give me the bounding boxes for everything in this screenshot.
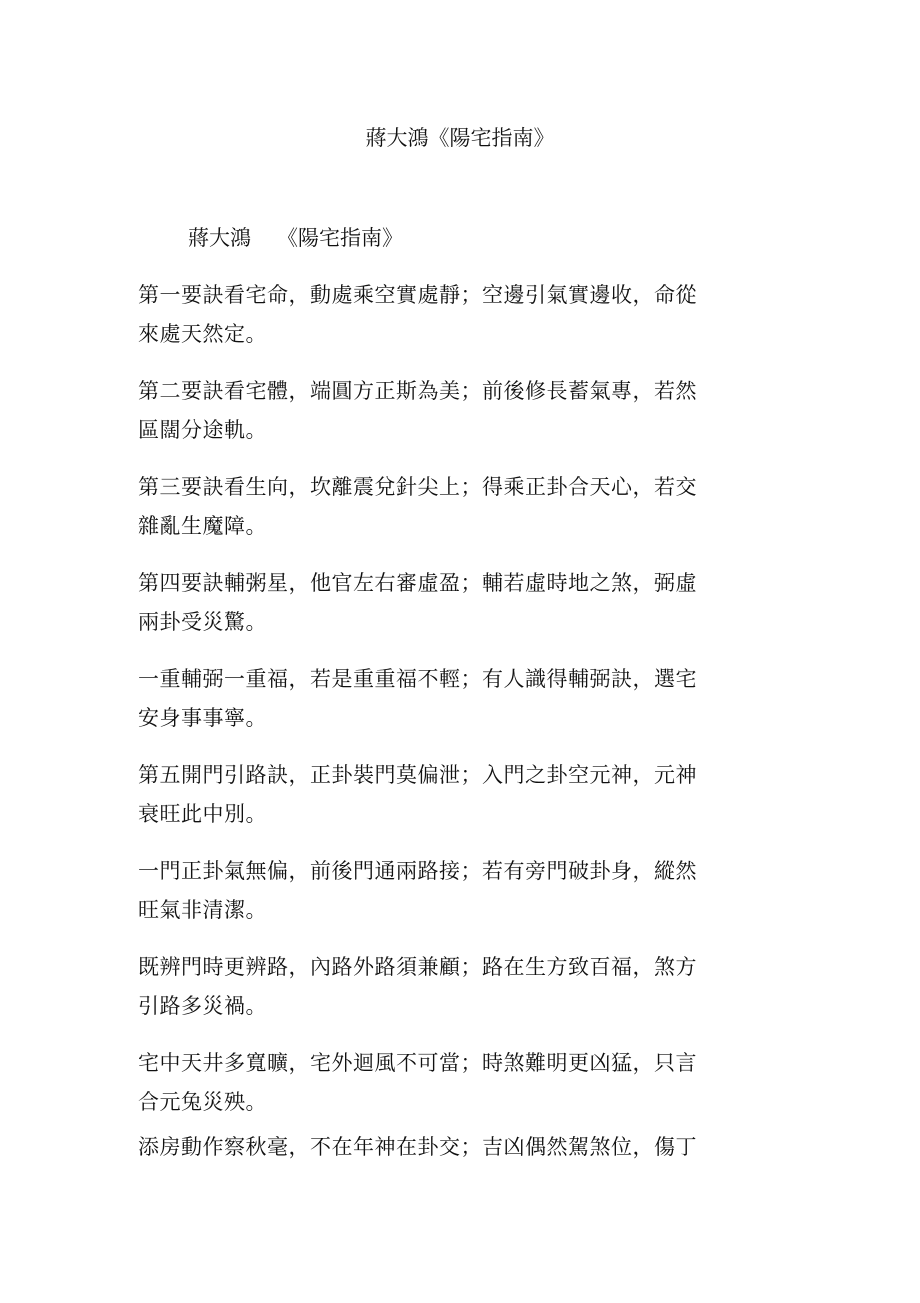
paragraph: 第三要訣看生向，坎離震兌針尖上；得乘正卦合天心，若交雜亂生魔障。: [138, 475, 697, 538]
paragraph: 第四要訣輔粥星，他官左右審虛盈；輔若虛時地之煞，弼虛兩卦受災驚。: [138, 571, 697, 634]
paragraph: 第二要訣看宅體，端圓方正斯為美；前後修長蓄氣專，若然區闊分途軌。: [138, 379, 697, 442]
document-body: [138, 276, 716, 1185]
paragraph: 第一要訣看宅命，動處乘空實處靜；空邊引氣實邊收，命從來處天然定。: [138, 283, 697, 346]
paragraph: 添房動作察秋毫，不在年神在卦交；吉凶偶然駕煞位，傷丁: [138, 1135, 697, 1159]
subtitle-author: 蔣大鴻: [188, 226, 251, 250]
document-subtitle: [188, 222, 403, 254]
paragraph: 既辨門時更辨路，內路外路須兼顧；路在生方致百福，煞方引路多災禍。: [138, 955, 697, 1018]
subtitle-work: 《陽宅指南》: [277, 226, 403, 250]
paragraph: 一門正卦氣無偏，前後門通兩路接；若有旁門破卦身，縱然旺氣非清潔。: [138, 859, 697, 922]
paragraph: 宅中天井多寬曠，宅外迴風不可當；時煞難明更凶猛，只言合元兔災殃。: [138, 1051, 697, 1114]
paragraph: 第五開門引路訣，正卦裝門莫偏泄；入門之卦空元神，元神衰旺此中別。: [138, 763, 697, 826]
document-title: 蔣大鴻《陽宅指南》: [365, 126, 555, 150]
paragraph: 一重輔弼一重福，若是重重福不輕；有人識得輔弼訣，選宅安身事事寧。: [138, 667, 697, 730]
